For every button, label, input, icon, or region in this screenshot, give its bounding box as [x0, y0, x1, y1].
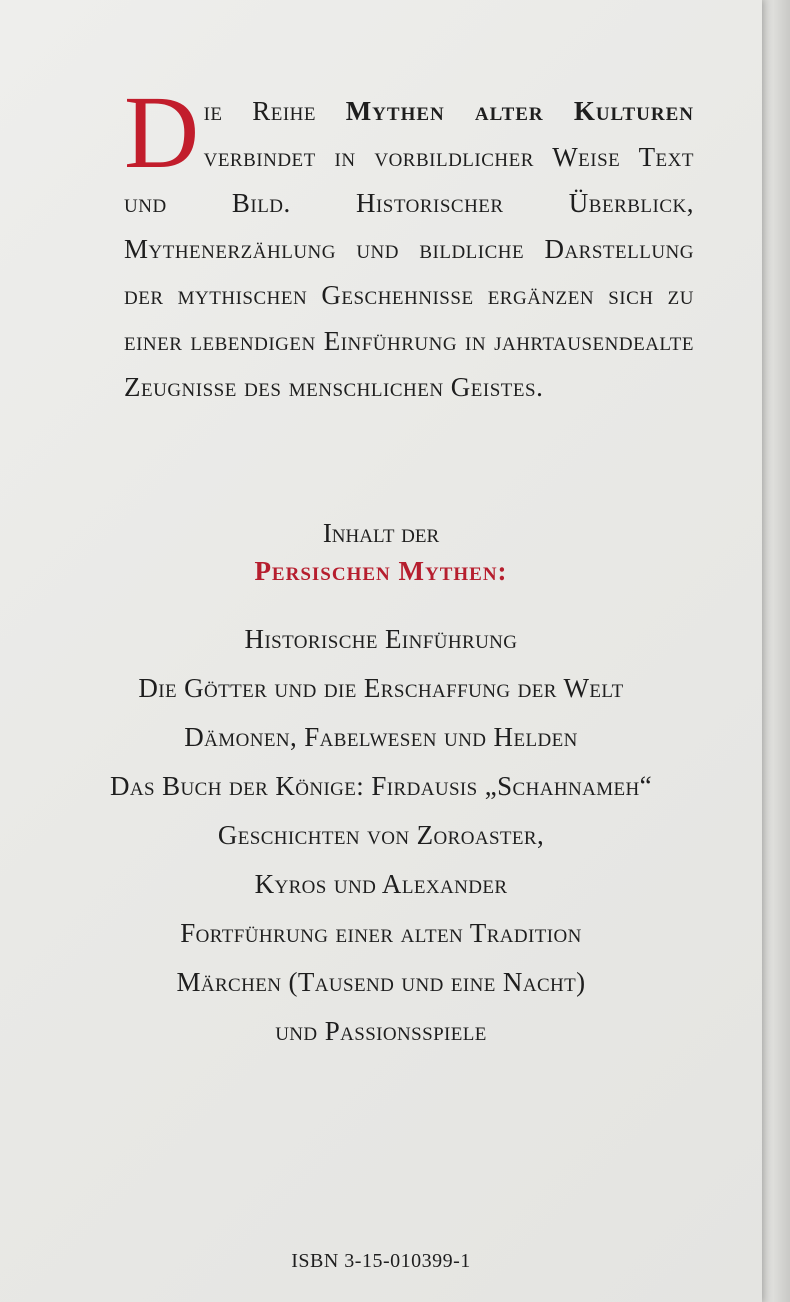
drop-cap: D — [124, 75, 200, 190]
toc-item: Historische Einführung — [244, 624, 518, 654]
toc-list — [0, 615, 762, 1056]
series-description — [124, 75, 694, 410]
intro-text-rest: verbindet in vorbildlicher Weise Text und Bild. Historischer Überblick, Mythenerzählung und bildliche Darstellung der mythischen Geschehnisse ergänzen sich zu einer lebendigen Einführung in jahrtausendealte Zeugnisse des menschlichen Geistes. — [124, 142, 694, 402]
toc-item: Die Götter und die Erschaffung der Welt — [138, 673, 624, 703]
toc-heading: Inhalt der — [322, 518, 440, 548]
toc-item: Geschichten von Zoroaster, — [217, 820, 545, 850]
table-of-contents — [0, 513, 762, 1056]
intro-text-start: ie Reihe — [203, 96, 346, 126]
intro-paragraph — [124, 75, 694, 410]
book-edge — [762, 0, 790, 1302]
series-title: Mythen alter Kulturen — [345, 96, 694, 126]
toc-item: und Passionsspiele — [275, 1016, 487, 1046]
toc-item: Märchen (Tausend und eine Nacht) — [176, 967, 586, 997]
toc-item: Kyros und Alexander — [254, 869, 508, 899]
toc-item: Dämonen, Fabelwesen und Helden — [184, 722, 578, 752]
toc-item: Das Buch der Könige: Firdausis „Schahnameh“ — [109, 771, 653, 801]
isbn-number: ISBN 3-15-010399-1 — [291, 1250, 471, 1272]
book-title: Persischen Mythen: — [254, 556, 508, 586]
toc-item: Fortführung einer alten Tradition — [180, 918, 582, 948]
